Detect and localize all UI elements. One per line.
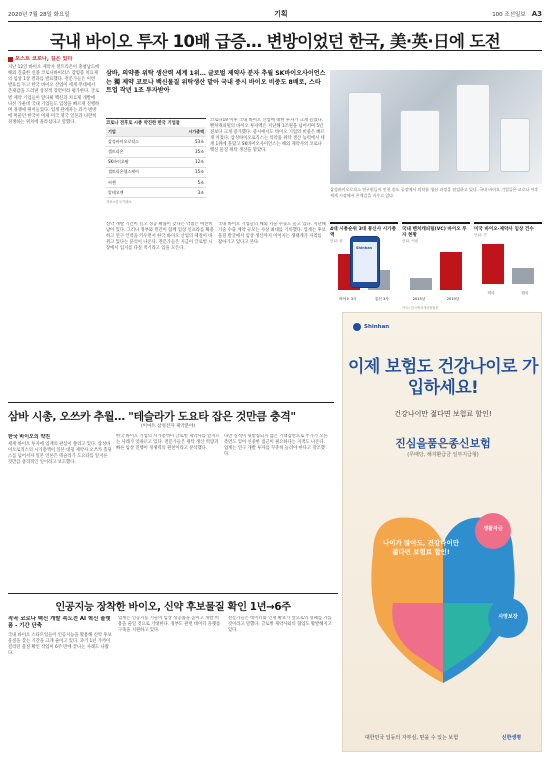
shinhan-logo-icon: [353, 323, 361, 331]
chart-labels: [402, 297, 470, 302]
table-cell: 씨젠: [108, 179, 116, 185]
table-cell: 12조: [195, 159, 204, 165]
lab-worker-figure: [348, 92, 382, 172]
chart-source: 자료=한국벤처캐피탈협회: [402, 306, 439, 310]
lab-equipment: [500, 118, 530, 172]
lab-equipment: [400, 110, 440, 172]
chart-labels: [474, 291, 542, 296]
bottom-story-kicker: 작곡 코로나 백신 개발 속도전 AI 혁신 플랫폼 - 기간 단축: [8, 616, 111, 629]
top-story-col-3: 신약 개발 기간이 길고 성공 확률이 낮다는 약점은 여전히 남아 있다. 그러나 정부와 민간이 함께 임상 인프라를 확충하고 연구 인력을 키우면서 한국 바이오 산업의 체질이 바뀌고 있다는 분석이 나온다. 전문가들은 지금이 글로벌 시장에서 입지를 다질 적기라고 입을 모은다.: [106, 222, 214, 252]
mid-story-headline: 삼바 시총, 오쓰카 추월… "테슬라가 도요타 잡은 것만큼 충격": [8, 410, 296, 423]
mid-story-byline: 한국 바이오의 약진: [8, 434, 51, 440]
chart-title: 미국 바이오·제약사 임상 건수: [474, 227, 534, 232]
insurance-advertisement[interactable]: [342, 312, 542, 752]
market-cap-table-title: 코로나 전후로 시총 약진한 한국 기업들: [106, 121, 180, 126]
ad-product-note: (무배당, 해지환급금 일부지급형): [407, 452, 479, 458]
chart-unit: 단위: 억원: [402, 239, 419, 243]
chart-label: 바이오 3사: [339, 297, 357, 301]
ad-footer-brand: 신한생명: [501, 735, 522, 741]
photo-caption: 삼성바이오로직스 연구원들이 인천 송도 공장에서 의약품 생산 과정을 점검하고 있다. 국내 바이오 기업들은 코로나 이후 세계 시장에서 존재감을 키우고 있다.: [330, 187, 539, 198]
table-row: [106, 188, 206, 198]
page-header: [8, 8, 542, 20]
top-story-col-2: 코로나19 이후 국내 바이오 산업에 대한 투자가 크게 늘었다. 벤처캐피털의 바이오 투자액은 지난해 1조원을 넘어서며 5년 전보다 크게 증가했다. 증시에서도 바이오 기업의 비중은 빠르게 커졌다. 삼성바이오로직스는 의약품 위탁 생산 능력에서 세계 1위에 올랐고 SK바이오사이언스는 해외 제약사의 코로나 백신 물질 위탁 생산을 맡았다.: [210, 118, 325, 154]
lab-photo: [330, 70, 542, 184]
bottom-story-rule: [8, 593, 338, 594]
chart-title: 4대 시총순위 3대 통신사 시가총액: [330, 227, 397, 238]
table-cell: 셀트리온: [108, 148, 124, 154]
issue-date: 2020년 7월 28일 화요일: [8, 12, 70, 18]
chart-label: 미국: [487, 291, 495, 295]
mid-story-col-2: 한국 바이오 기업의 시가총액이 글로벌 제약사를 앞지르는 사례가 잇따르고 있다. 전문가들은 위탁 생산 역량과 빠른 임상 진행이 경쟁력의 원천이라고 분석했다.: [116, 434, 220, 452]
top-story-col-4: 국내 바이오 기업들의 해외 기술 수출도 늘고 있다. 지난해 기술 수출 계약 규모는 사상 최대를 기록했다. 업계는 후보 물질 발굴에서 임상 생산까지 이어지는 생태계가 자리를 잡아가고 있다고 본다.: [218, 222, 326, 246]
chart-unit: 단위: 원: [330, 239, 343, 243]
series-tag: [8, 56, 73, 62]
mid-story-rule: [8, 402, 334, 403]
chart-unit: 단위: 건: [474, 233, 487, 237]
ad-slogan: 대한민국 일등의 자부심, 믿을 수 있는 보험: [364, 735, 459, 741]
market-cap-table-header: [106, 127, 206, 137]
table-cell: 5조: [197, 179, 204, 185]
bar: [482, 244, 504, 284]
ad-phone-screen: [353, 242, 377, 282]
lab-worker-figure: [456, 84, 490, 172]
chart-vc-investment-bars: [402, 244, 470, 296]
chart-clinical-trials-bars: [474, 238, 542, 290]
newspaper-brand: 100 조선일보: [492, 12, 526, 18]
chart-title: 국내 벤처캐피털(VC) 바이오 투자 현황: [402, 227, 467, 238]
header-right: [492, 10, 542, 18]
bar: [410, 278, 432, 290]
table-row: [106, 137, 206, 147]
bottom-story-headline: 인공지능 장착한 바이오, 신약 후보물질 확인 1년→6주: [55, 601, 291, 613]
chart-label: 2015년: [412, 297, 426, 301]
main-headline: 국내 바이오 투자 10배 급증… 변방이었던 한국, 美·英·日에 도전: [49, 32, 501, 51]
bottom-story-col-1: [8, 616, 112, 752]
table-row: [106, 158, 206, 168]
ad-footer: [343, 734, 542, 741]
bottom-story-col-2: 업계는 인공지능 기술이 임상 성공률을 높이고 개발 비용을 줄일 것으로 기대한다. 정부도 관련 데이터 플랫폼 구축을 지원하고 있다.: [118, 616, 221, 634]
table-row: [106, 168, 206, 178]
chart-label: 한국: [521, 291, 529, 295]
chart-label: 통신 3사: [374, 297, 389, 301]
ad-badge-living: 생활자금: [483, 526, 503, 532]
table-cell: 15조: [195, 169, 204, 175]
bar: [440, 252, 462, 290]
ad-logo: [353, 323, 389, 331]
table-source: 자료=한국거래소: [106, 200, 132, 205]
table-header-company: 기업: [108, 128, 116, 134]
series-tag-label: 포스트 코로나, 길은 있다: [15, 56, 73, 62]
table-header-value: 시가총액: [188, 128, 204, 134]
table-cell: 3조: [197, 189, 204, 195]
table-cell: 53조: [195, 138, 204, 144]
bottom-story-col-1-text: 국내 바이오 스타트업들이 인공지능을 활용해 신약 후보물질을 찾는 기간을 크게 줄이고 있다. 과거 1년 가까이 걸리던 물질 확인 작업이 6주 만에 끝나는 사례도 나왔다.: [8, 633, 112, 657]
ad-bubble-copy: 나이가 많아도, 건강나이만 젊다면 보험료 할인!: [382, 539, 460, 556]
section-name: 기획: [274, 9, 288, 18]
ad-phone-brand: Shinhan: [356, 246, 373, 250]
mid-story-subtitle: (이마트 삼성전자 제약분야): [140, 424, 196, 429]
table-row: [106, 178, 206, 188]
chart-vc-investment: [402, 222, 470, 310]
chart-clinical-trials: [474, 222, 542, 310]
ad-phone-illustration: [350, 236, 380, 288]
top-story-subhead: 삼바, 의약품 위탁 생산력 세계 1위… 글로벌 제약사 분자 추월 SK바이오사이언스는 獨 제약 코로나 백신물질 위탁생산 맡아 국내 중시 바이오 비중도 8배로, 스타트업 작년 1조 투자받아: [106, 70, 326, 95]
table-cell: 35조: [195, 148, 204, 154]
chart-labels: [330, 297, 398, 302]
top-story-col-1-text: 지난 12일 바이오 제약사 셀트리온이 충청남도에 해외 진출한 신종 코로나바이러스 감염증 치료제의 임상 1상 결과를 발표했다. 전문가들은 이번 발표를 두고 한국 바이오 산업이 세계 무대에서 존재감을 드러낸 상징적 장면이라 평가한다. 글로벌 제약 기업들이 앞다퉈 백신과 치료제 개발에 나선 가운데 국내 기업들도 임상을 빠르게 진행하며 경쟁에 뛰어들었다. 업계 관계자는 과거 변방에 머물던 한국이 이제 미국 영국 일본과 나란히 경쟁하는 위치에 올라섰다고 말했다.: [8, 65, 100, 125]
ad-product-name: 진심을품은종신보험: [395, 437, 491, 450]
ad-main-copy: 이제 보험도 건강나이로 가입하세요!: [348, 357, 538, 398]
market-cap-table: [106, 118, 206, 204]
table-cell: 삼성바이오로직스: [108, 138, 139, 144]
table-row: [106, 147, 206, 157]
bar: [512, 268, 534, 284]
chart-label: 2019년: [446, 297, 460, 301]
bottom-story-col-3: 전문가들은 데이터와 인재 확보가 앞으로의 성패를 가를 것이라고 말했다. 글로벌 제약사와의 협업도 활발해지고 있다.: [228, 616, 332, 634]
header-rule: [8, 21, 542, 22]
mid-story-col-3: 다만 실적이 뒷받침되지 않은 기대감만으로 주가가 오른 측면도 있어 신중한 접근이 필요하다는 지적도 나온다. 업계는 연구 개발 투자를 꾸준히 늘려야 한다고 강조했다.: [224, 434, 328, 458]
mid-story-col-1-text: 세계 바이오 투자에 업계의 관심이 쏠리고 있다. 삼성바이오로직스의 시가총액이 일본 대형 제약사 오쓰카 홀딩스를 넘어서자 일본 언론은 테슬라가 도요타를 앞지른 것만큼 충격적인 일이라고 보도했다.: [8, 442, 112, 466]
mid-story-col-1: [8, 434, 112, 590]
page-number: A3: [531, 10, 542, 18]
ad-logo-text: Shinhan: [364, 324, 390, 330]
table-cell: 알테오젠: [108, 189, 124, 195]
series-tag-square-icon: [8, 57, 13, 62]
table-cell: 셀트리온헬스케어: [108, 169, 139, 175]
ad-sub-copy: 건강나이만 젊다면 보험료 할인!: [394, 410, 492, 418]
ad-puzzle-illustration: [343, 483, 542, 713]
headline-rule: [8, 50, 542, 51]
top-story-col-1: [8, 56, 100, 396]
table-cell: SK바이오팜: [108, 159, 129, 165]
ad-badge-death: 사망보장: [498, 614, 518, 620]
